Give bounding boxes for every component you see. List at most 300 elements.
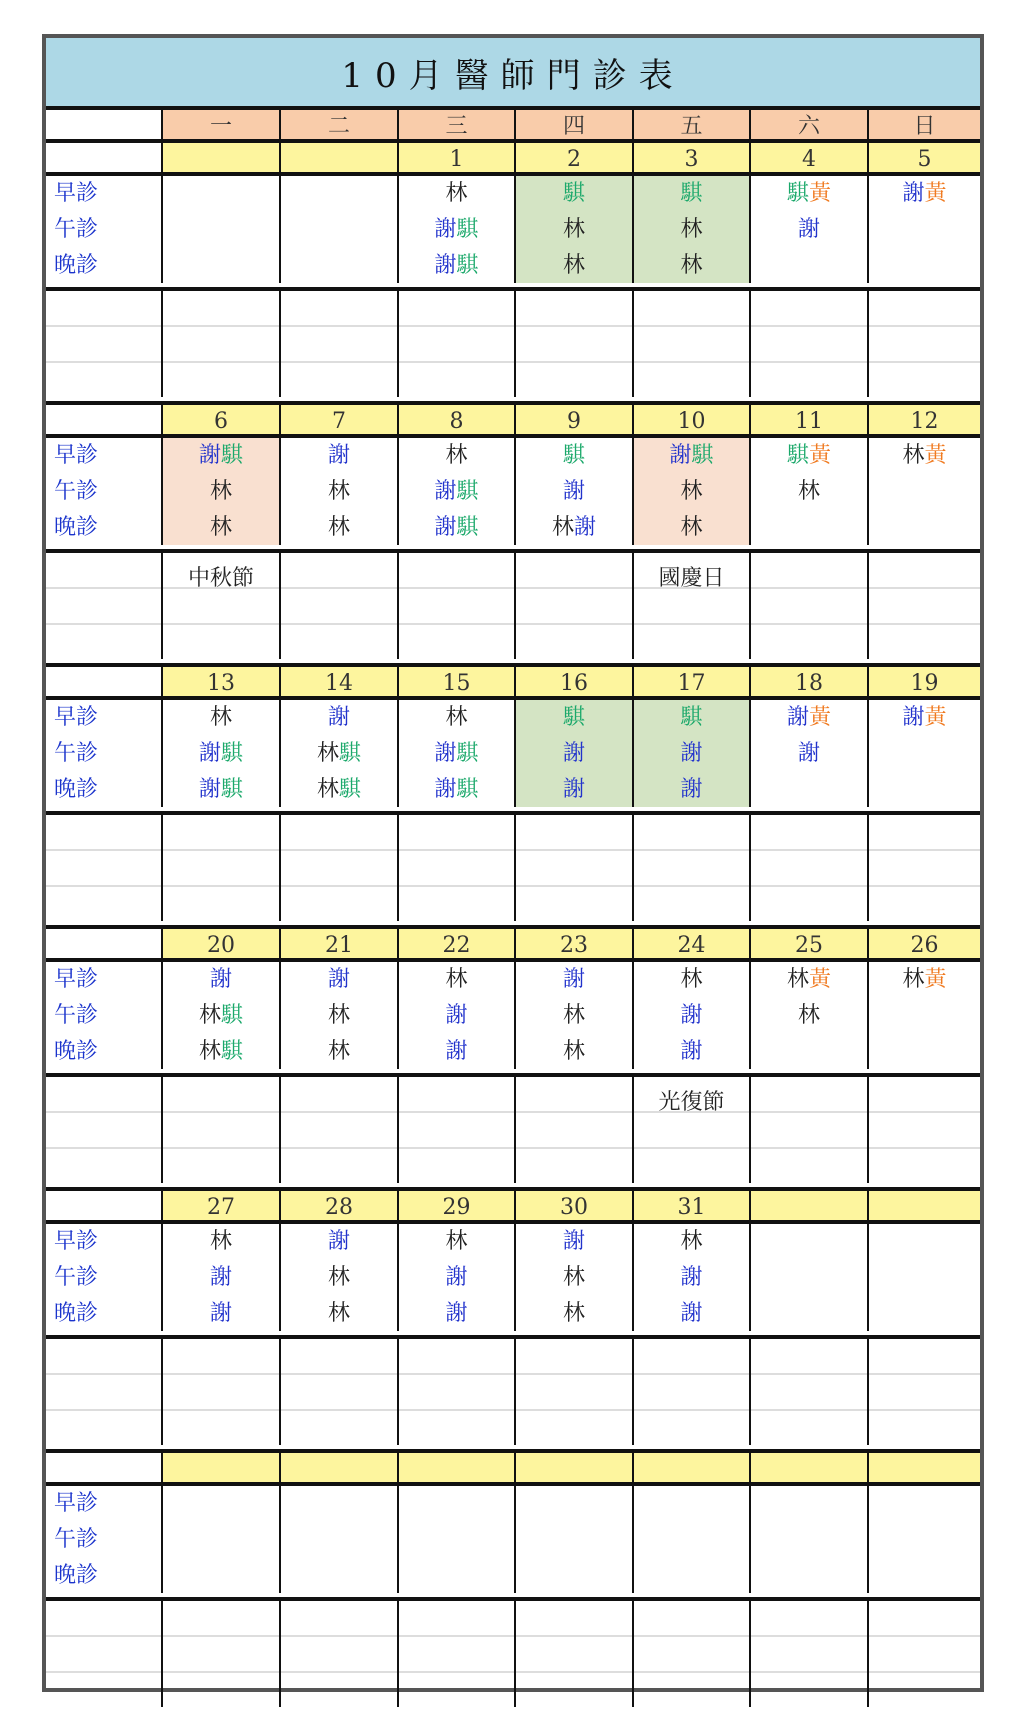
schedule-cell: [751, 438, 869, 545]
doctor-name: 黃: [809, 443, 832, 469]
session-label: 早診: [54, 967, 99, 993]
doctor-name: 騏: [456, 776, 479, 802]
doctor-name: 謝: [198, 776, 221, 802]
date-cell: 31: [634, 1191, 751, 1220]
notes-row: [46, 1073, 980, 1183]
note-cell: [634, 291, 751, 397]
doctor-name: 林: [327, 1038, 350, 1064]
note-cell: 中秋節: [163, 553, 281, 659]
session-slot: [798, 213, 820, 246]
session-slot: [328, 1225, 350, 1258]
date-cell: 13: [163, 667, 281, 696]
doctor-name: 謝: [902, 705, 925, 731]
date-cell: 15: [399, 667, 516, 696]
doctor-name: 騏: [562, 181, 585, 207]
notes-label: [46, 1601, 163, 1707]
note-cell: [516, 1339, 634, 1445]
session-slot: [445, 1035, 467, 1068]
note-cell: [869, 553, 980, 659]
doctor-name: 林: [680, 1229, 703, 1255]
session-slot: [680, 1261, 702, 1294]
date-cell: 2: [516, 143, 634, 172]
schedule-cell: [516, 176, 634, 283]
session-labels: [46, 438, 163, 545]
date-cell: 25: [751, 929, 869, 958]
doctor-name: 林: [445, 967, 468, 993]
date-row: [46, 925, 980, 958]
session-slot: [902, 177, 946, 210]
date-row: [46, 663, 980, 696]
weekday-thu: 四: [516, 110, 634, 139]
note-cell: [869, 1077, 980, 1183]
schedule-cell: [751, 962, 869, 1069]
notes-label: [46, 1077, 163, 1183]
notes-label: [46, 815, 163, 921]
doctor-name: 謝: [434, 216, 457, 242]
date-cell: [516, 1453, 634, 1482]
doctor-name: 騏: [562, 443, 585, 469]
doctor-name: 謝: [327, 967, 350, 993]
doctor-name: 謝: [680, 1264, 703, 1290]
date-cell: 27: [163, 1191, 281, 1220]
schedule-cell: [751, 1224, 869, 1331]
session-slot: [787, 701, 831, 734]
session-slot: [563, 999, 585, 1032]
session-slot: [328, 1261, 350, 1294]
note-cell: [516, 1601, 634, 1707]
schedule-cell: [399, 176, 516, 283]
doctor-name: 謝: [434, 478, 457, 504]
date-cell: 26: [869, 929, 980, 958]
session-slot: [798, 475, 820, 508]
date-cell: [634, 1453, 751, 1482]
session-slot: [445, 999, 467, 1032]
schedule-cell: [634, 1486, 751, 1593]
doctor-name: 騏: [221, 1038, 244, 1064]
doctor-name: 林: [198, 1038, 221, 1064]
session-slot: [434, 737, 478, 770]
date-row-label: [46, 405, 163, 434]
date-cell: 1: [399, 143, 516, 172]
doctor-name: 林: [680, 478, 703, 504]
doctor-name: 騏: [691, 443, 714, 469]
session-labels: [46, 1486, 163, 1593]
session-label: 午診: [54, 740, 99, 766]
schedule-cell: [163, 1224, 281, 1331]
doctor-name: 林: [316, 740, 339, 766]
schedule-cell: [399, 962, 516, 1069]
note-cell: [399, 553, 516, 659]
session-slot: [328, 999, 350, 1032]
note-cell: [751, 1601, 869, 1707]
session-slot: [563, 701, 585, 734]
doctor-name: 騏: [456, 216, 479, 242]
date-cell: 30: [516, 1191, 634, 1220]
note-cell: [516, 815, 634, 921]
schedule-cell: [399, 1224, 516, 1331]
doctor-name: 謝: [327, 1229, 350, 1255]
schedule-cell: [163, 700, 281, 807]
doctor-name: 林: [562, 216, 585, 242]
schedule-cell: [281, 962, 399, 1069]
doctor-name: 林: [209, 705, 232, 731]
session-label: 晚診: [54, 776, 99, 802]
doctor-name: 騏: [562, 705, 585, 731]
session-slot: [902, 963, 946, 996]
doctor-name: 騏: [456, 740, 479, 766]
session-slot: [434, 773, 478, 806]
schedule-cell: [869, 962, 980, 1069]
doctor-name: 林: [445, 705, 468, 731]
date-cell: 14: [281, 667, 399, 696]
session-label: 晚診: [54, 1562, 99, 1588]
session-slot: [680, 1225, 702, 1258]
note-cell: [751, 815, 869, 921]
doctor-name: 謝: [669, 443, 692, 469]
session-slot: [563, 1297, 585, 1330]
doctor-name: 謝: [445, 1038, 468, 1064]
date-cell: 24: [634, 929, 751, 958]
session-slot: [902, 439, 946, 472]
schedule-cell: [751, 1486, 869, 1593]
note-cell: [163, 291, 281, 397]
schedule-cell: [281, 438, 399, 545]
doctor-name: 騏: [456, 252, 479, 278]
session-slot: [563, 475, 585, 508]
header-corner: [46, 110, 163, 139]
doctor-name: 黃: [924, 443, 947, 469]
schedule-sheet: [42, 34, 984, 1692]
doctor-name: 林: [316, 776, 339, 802]
doctor-name: 騏: [221, 740, 244, 766]
note-cell: [163, 1601, 281, 1707]
doctor-name: 林: [209, 1229, 232, 1255]
session-slot: [445, 1225, 467, 1258]
date-cell: [869, 1453, 980, 1482]
date-cell: 17: [634, 667, 751, 696]
doctor-name: 林: [680, 216, 703, 242]
note-cell: [869, 815, 980, 921]
session-slot: [563, 213, 585, 246]
doctor-name: 騏: [221, 1002, 244, 1028]
date-cell: [281, 1453, 399, 1482]
doctor-name: 林: [445, 443, 468, 469]
schedule-cell: [163, 438, 281, 545]
session-slot: [563, 439, 585, 472]
doctor-name: 林: [902, 443, 925, 469]
session-slot: [787, 177, 831, 210]
note-cell: 國慶日: [634, 553, 751, 659]
doctor-name: 騏: [456, 478, 479, 504]
session-slot: [328, 1035, 350, 1068]
session-slot: [210, 1261, 232, 1294]
date-cell: [281, 143, 399, 172]
doctor-name: 林: [797, 1002, 820, 1028]
page-title: 10月醫師門診表: [46, 38, 980, 106]
session-slot: [563, 737, 585, 770]
session-slot: [328, 511, 350, 544]
note-cell: [281, 1077, 399, 1183]
doctor-name: 騏: [456, 514, 479, 540]
date-cell: 5: [869, 143, 980, 172]
session-slot: [434, 475, 478, 508]
date-cell: [163, 1453, 281, 1482]
schedule-cell: [869, 1224, 980, 1331]
doctor-name: 謝: [562, 1229, 585, 1255]
doctor-name: 謝: [445, 1002, 468, 1028]
note-cell: [281, 553, 399, 659]
session-label: 午診: [54, 1526, 99, 1552]
session-row: [46, 172, 980, 283]
schedule-cell: [869, 438, 980, 545]
session-slot: [199, 439, 243, 472]
note-cell: [399, 1601, 516, 1707]
date-cell: 16: [516, 667, 634, 696]
date-cell: 11: [751, 405, 869, 434]
session-row: [46, 958, 980, 1069]
doctor-name: 謝: [327, 705, 350, 731]
doctor-name: 林: [680, 967, 703, 993]
session-slot: [680, 511, 702, 544]
session-slot: [552, 511, 596, 544]
doctor-name: 林: [797, 478, 820, 504]
session-label: 早診: [54, 443, 99, 469]
date-cell: 12: [869, 405, 980, 434]
note-cell: [163, 815, 281, 921]
doctor-name: 林: [209, 514, 232, 540]
date-row-label: [46, 929, 163, 958]
doctor-name: 謝: [797, 216, 820, 242]
schedule-cell: [634, 1224, 751, 1331]
doctor-name: 騏: [786, 181, 809, 207]
session-slot: [445, 1261, 467, 1294]
doctor-name: 林: [786, 967, 809, 993]
session-slot: [317, 773, 361, 806]
session-label: 晚診: [54, 514, 99, 540]
doctor-name: 謝: [797, 740, 820, 766]
schedule-cell: [281, 176, 399, 283]
session-row: [46, 434, 980, 545]
date-cell: 23: [516, 929, 634, 958]
date-cell: 20: [163, 929, 281, 958]
doctor-name: 謝: [680, 776, 703, 802]
session-label: 午診: [54, 1002, 99, 1028]
doctor-name: 謝: [434, 514, 457, 540]
session-slot: [317, 737, 361, 770]
session-slot: [328, 1297, 350, 1330]
session-label: 晚診: [54, 1038, 99, 1064]
session-slot: [563, 963, 585, 996]
notes-row: [46, 1597, 980, 1707]
session-slot: [680, 249, 702, 282]
session-labels: [46, 1224, 163, 1331]
session-slot: [210, 1225, 232, 1258]
session-slot: [787, 439, 831, 472]
doctor-name: 林: [562, 252, 585, 278]
session-slot: [563, 1225, 585, 1258]
date-row: [46, 1449, 980, 1482]
note-cell: [634, 1601, 751, 1707]
schedule-cell: [163, 1486, 281, 1593]
session-slot: [798, 737, 820, 770]
session-slot: [210, 475, 232, 508]
doctor-name: 林: [327, 1002, 350, 1028]
doctor-name: 林: [680, 514, 703, 540]
weekday-sat: 六: [751, 110, 869, 139]
notes-row: [46, 287, 980, 397]
session-slot: [680, 177, 702, 210]
doctor-name: 謝: [445, 1264, 468, 1290]
doctor-name: 謝: [445, 1300, 468, 1326]
notes-label: [46, 553, 163, 659]
note-cell: [163, 1077, 281, 1183]
note-cell: [751, 1339, 869, 1445]
session-row: [46, 1220, 980, 1331]
session-slot: [680, 213, 702, 246]
doctor-name: 林: [327, 1300, 350, 1326]
schedule-cell: [634, 962, 751, 1069]
session-slot: [434, 213, 478, 246]
weekday-wed: 三: [399, 110, 516, 139]
note-cell: [399, 815, 516, 921]
note-cell: [516, 1077, 634, 1183]
doctor-name: 謝: [562, 478, 585, 504]
note-cell: [516, 553, 634, 659]
date-cell: 22: [399, 929, 516, 958]
note-cell: [634, 1339, 751, 1445]
footer-ticks: [42, 1722, 984, 1728]
schedule-cell: [516, 1224, 634, 1331]
weekday-tue: 二: [281, 110, 399, 139]
session-slot: [680, 1035, 702, 1068]
note-cell: [281, 1601, 399, 1707]
notes-label: [46, 291, 163, 397]
session-slot: [680, 999, 702, 1032]
session-slot: [563, 1261, 585, 1294]
doctor-name: 謝: [574, 514, 597, 540]
date-row-label: [46, 1191, 163, 1220]
schedule-cell: [751, 700, 869, 807]
schedule-cell: [163, 962, 281, 1069]
doctor-name: 謝: [434, 776, 457, 802]
note-cell: [869, 291, 980, 397]
weekday-mon: 一: [163, 110, 281, 139]
session-slot: [680, 475, 702, 508]
doctor-name: 騏: [786, 443, 809, 469]
session-labels: [46, 962, 163, 1069]
schedule-cell: [516, 438, 634, 545]
date-cell: 10: [634, 405, 751, 434]
session-slot: [669, 439, 713, 472]
session-slot: [328, 439, 350, 472]
date-cell: [751, 1453, 869, 1482]
doctor-name: 林: [445, 181, 468, 207]
doctor-name: 林: [562, 1038, 585, 1064]
date-cell: 21: [281, 929, 399, 958]
note-cell: [163, 1339, 281, 1445]
session-slot: [434, 249, 478, 282]
schedule-cell: [516, 1486, 634, 1593]
session-slot: [210, 701, 232, 734]
session-row: [46, 696, 980, 807]
note-cell: [399, 1077, 516, 1183]
session-slot: [680, 773, 702, 806]
doctor-name: 謝: [902, 181, 925, 207]
doctor-name: 謝: [680, 740, 703, 766]
doctor-name: 黃: [809, 967, 832, 993]
weekday-sun: 日: [869, 110, 980, 139]
note-cell: 光復節: [634, 1077, 751, 1183]
doctor-name: 林: [902, 967, 925, 993]
date-cell: 29: [399, 1191, 516, 1220]
date-cell: 9: [516, 405, 634, 434]
doctor-name: 謝: [209, 1300, 232, 1326]
session-label: 早診: [54, 1491, 99, 1517]
doctor-name: 謝: [680, 1300, 703, 1326]
weekday-header-row: [46, 106, 980, 139]
date-cell: 7: [281, 405, 399, 434]
session-slot: [445, 701, 467, 734]
session-slot: [199, 773, 243, 806]
session-slot: [798, 999, 820, 1032]
session-slot: [680, 737, 702, 770]
doctor-name: 黃: [924, 705, 947, 731]
session-slot: [199, 1035, 243, 1068]
date-cell: 4: [751, 143, 869, 172]
date-cell: [869, 1191, 980, 1220]
date-row: [46, 139, 980, 172]
schedule-cell: [634, 700, 751, 807]
session-label: 午診: [54, 216, 99, 242]
date-row-label: [46, 1453, 163, 1482]
doctor-name: 林: [551, 514, 574, 540]
doctor-name: 謝: [198, 740, 221, 766]
doctor-name: 黃: [809, 705, 832, 731]
session-slot: [445, 177, 467, 210]
doctor-name: 謝: [786, 705, 809, 731]
doctor-name: 林: [209, 478, 232, 504]
date-cell: 6: [163, 405, 281, 434]
session-slot: [445, 439, 467, 472]
note-cell: [281, 291, 399, 397]
date-row: [46, 401, 980, 434]
notes-row: [46, 1335, 980, 1445]
note-cell: [634, 815, 751, 921]
schedule-cell: [869, 700, 980, 807]
doctor-name: 謝: [562, 776, 585, 802]
doctor-name: 林: [562, 1002, 585, 1028]
doctor-name: 謝: [434, 740, 457, 766]
session-slot: [902, 701, 946, 734]
session-slot: [445, 963, 467, 996]
note-cell: [281, 1339, 399, 1445]
session-slot: [787, 963, 831, 996]
doctor-name: 林: [198, 1002, 221, 1028]
session-slot: [563, 773, 585, 806]
session-slot: [680, 1297, 702, 1330]
schedule-cell: [281, 1486, 399, 1593]
doctor-name: 黃: [924, 967, 947, 993]
doctor-name: 林: [327, 514, 350, 540]
session-slot: [563, 177, 585, 210]
note-cell: [281, 815, 399, 921]
session-slot: [680, 963, 702, 996]
doctor-name: 騏: [680, 181, 703, 207]
schedule-cell: [281, 1224, 399, 1331]
doctor-name: 謝: [434, 252, 457, 278]
weekday-fri: 五: [634, 110, 751, 139]
doctor-name: 騏: [339, 776, 362, 802]
